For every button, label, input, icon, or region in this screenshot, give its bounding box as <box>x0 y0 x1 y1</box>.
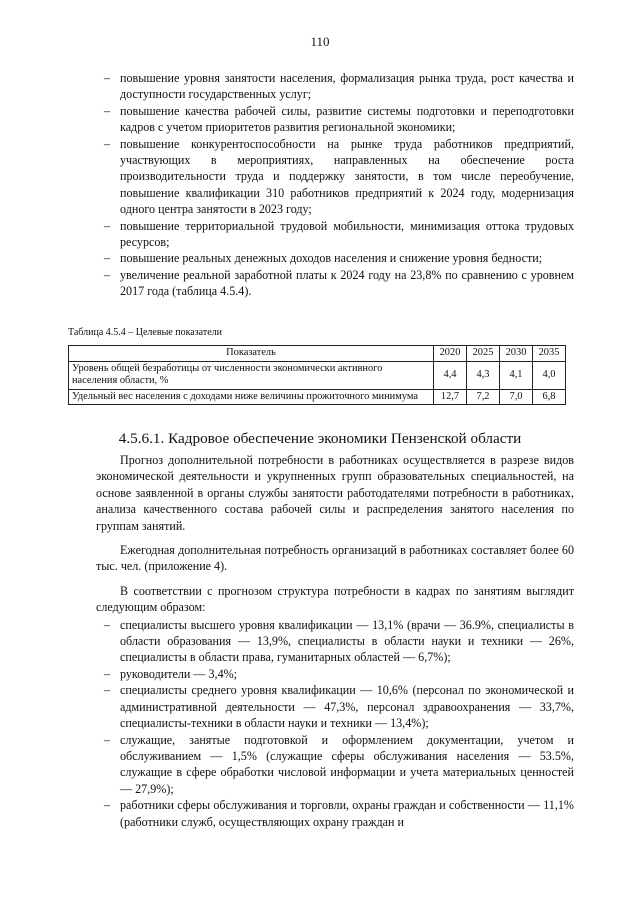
table-header-cell: Показатель <box>69 346 434 362</box>
table-cell-value: 7,0 <box>500 389 533 405</box>
paragraph: В соответствии с прогнозом структура потребности в кадрах по занятиям выглядит следующим образом: <box>96 583 574 615</box>
target-indicators-table <box>68 345 566 405</box>
table-cell-value: 4,3 <box>467 361 500 389</box>
list-item: – специалисты среднего уровня квалификации — 10,6% (персонал по экономической и административной деятельности — 47,3%, персонал здравоохранения — 33,7%, специалисты-техники в области науки и техники — 13,4%); <box>96 682 574 731</box>
section-heading: 4.5.6.1. Кадровое обеспечение экономики Пензенской области <box>118 430 522 447</box>
table-cell-value: 7,2 <box>467 389 500 405</box>
staffing-section <box>96 452 574 830</box>
table-cell-indicator: Уровень общей безработицы от численности экономически активного населения области, % <box>69 361 434 389</box>
structure-list <box>96 617 574 830</box>
list-item: – увеличение реальной заработной платы к 2024 году на 23,8% по сравнению с уровнем 2017 года (таблица 4.5.4). <box>96 267 574 300</box>
list-item: – повышение территориальной трудовой мобильности, минимизация оттока трудовых ресурсов; <box>96 218 574 251</box>
table-header-cell: 2035 <box>533 346 566 362</box>
table-header-cell: 2025 <box>467 346 500 362</box>
list-item: – повышение качества рабочей силы, развитие системы подготовки и переподготовки кадров с учетом приоритетов развития региональной экономики; <box>96 103 574 136</box>
table-cell-value: 4,4 <box>434 361 467 389</box>
table-header-cell: 2020 <box>434 346 467 362</box>
table-header-row <box>69 346 566 362</box>
list-item: – повышение реальных денежных доходов населения и снижение уровня бедности; <box>96 250 574 266</box>
goals-list <box>96 70 574 300</box>
page-number: 110 <box>310 34 330 49</box>
list-item: – повышение конкурентоспособности на рынке труда работников предприятий, участвующих в мероприятиях, направленных на обеспечение роста производительности труда и поддержку занятости, в том числе переобучение, повышение квалификации 310 работников предприятий к 2024 году, модернизация одного центра занятости в 2023 году; <box>96 136 574 218</box>
table-caption: Таблица 4.5.4 – Целевые показатели <box>68 327 223 338</box>
list-item: – руководители — 3,4%; <box>96 666 574 682</box>
table-header-cell: 2030 <box>500 346 533 362</box>
table-cell-value: 4,1 <box>500 361 533 389</box>
table-cell-indicator: Удельный вес населения с доходами ниже величины прожиточного минимума <box>69 389 434 405</box>
table-cell-value: 12,7 <box>434 389 467 405</box>
table-cell-value: 4,0 <box>533 361 566 389</box>
table-row <box>69 361 566 389</box>
list-item: – работники сферы обслуживания и торговли, охраны граждан и собственности — 11,1% (работники служб, осуществляющих охрану граждан и <box>96 797 574 830</box>
table-row <box>69 389 566 405</box>
list-item: – служащие, занятые подготовкой и оформлением документации, учетом и обслуживанием — 1,5% (служащие сферы обслуживания населения — 53.5%, служащие в сфере обработки числовой информации и учета материальных ценностей — 27,9%); <box>96 732 574 798</box>
list-item: – повышение уровня занятости населения, формализация рынка труда, рост качества и доступности государственных услуг; <box>96 70 574 103</box>
paragraph: Ежегодная дополнительная потребность организаций в работниках составляет более 60 тыс. чел. (приложение 4). <box>96 543 574 574</box>
goals-section <box>96 70 574 300</box>
table-cell-value: 6,8 <box>533 389 566 405</box>
list-item: – специалисты высшего уровня квалификации — 13,1% (врачи — 36.9%, специалисты в области образования — 13,9%, специалисты в области науки и техники — 26%, специалисты в области права, гуманитарных областей — 6,7%); <box>96 617 574 666</box>
paragraph: Прогноз дополнительной потребности в работниках осуществляется в разрезе видов экономической деятельности и укрупненных групп образовательных специальностей, на основе заявленной в органы службы занятости работодателями потребности в работниках, анализа качественного состава рабочей силы и распределения занятого населения по группам занятий. <box>96 453 574 533</box>
